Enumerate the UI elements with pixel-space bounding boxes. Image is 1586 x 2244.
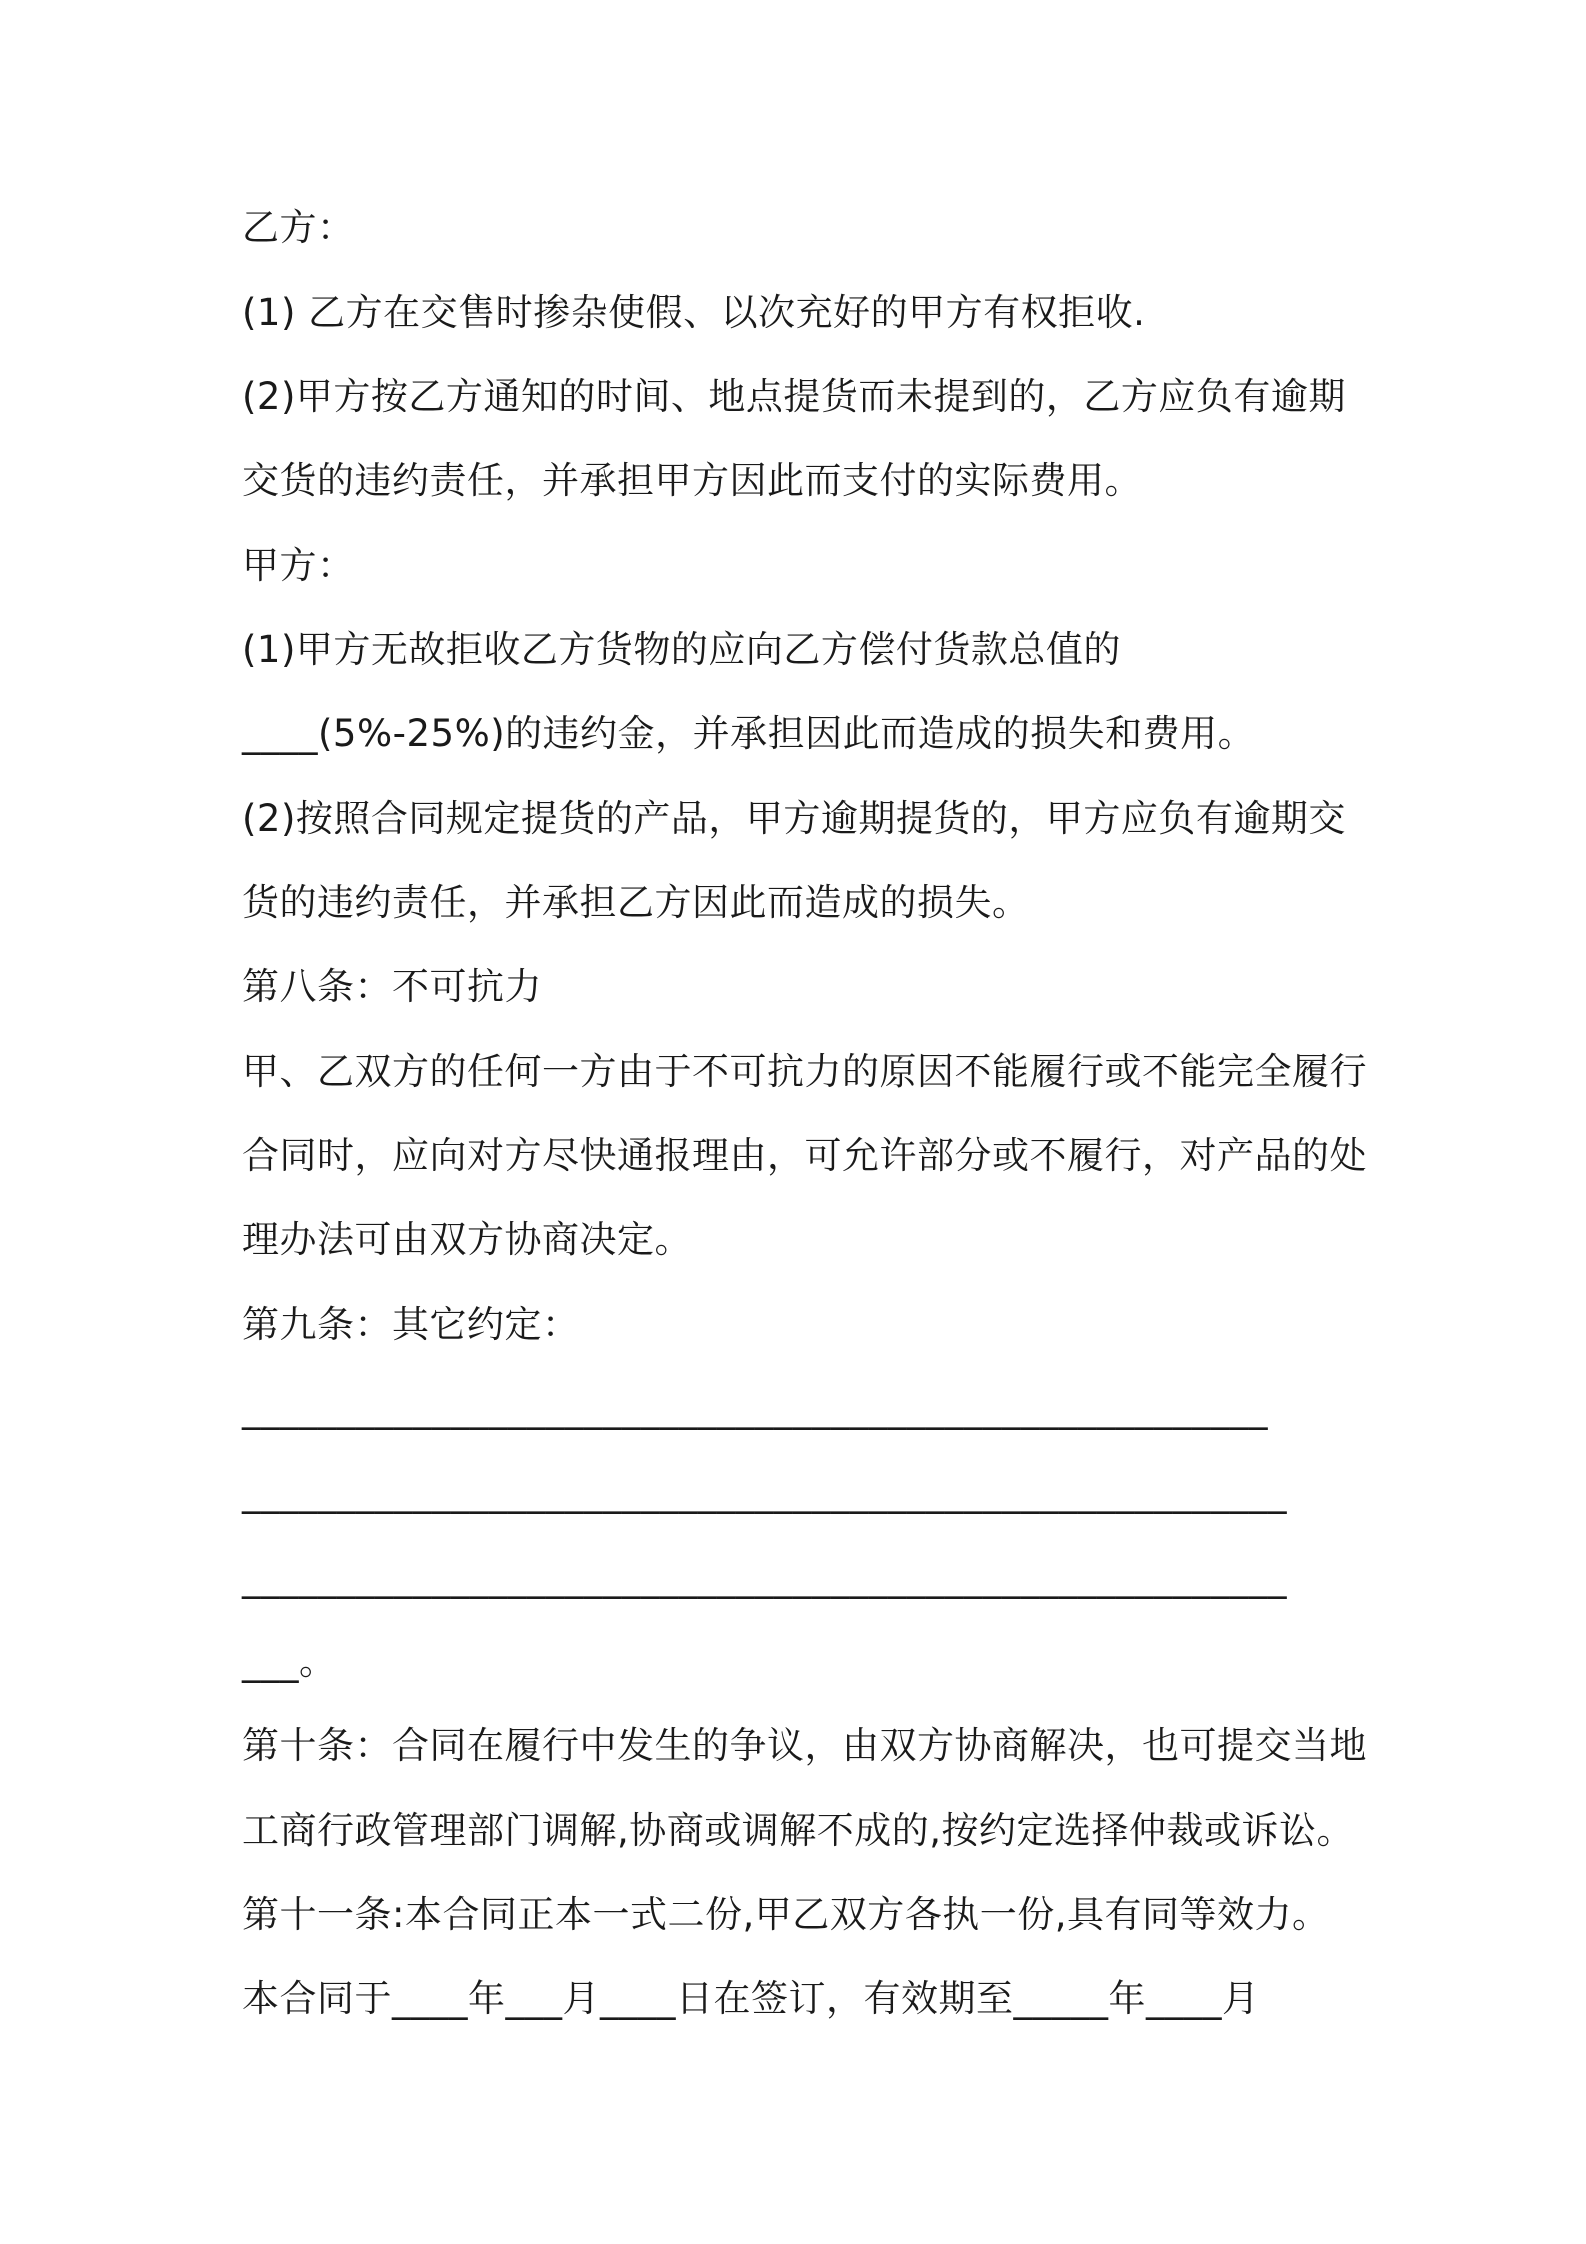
article-8-body-line-1: 甲、乙双方的任何一方由于不可抗力的原因不能履行或不能完全履行 [242,1050,1367,1093]
signing-date-line: 本合同于____年___月____日在签订，有效期至_____年____月 [242,1977,1260,2020]
article-10-line-2: 工商行政管理部门调解,协商或调解不成的,按约定选择仲裁或诉讼。 [242,1809,1355,1852]
article-8-body-line-2: 合同时，应向对方尽快通报理由，可允许部分或不履行，对产品的处 [242,1134,1367,1177]
blank-line-2: _______________________________________________________ [242,1471,1287,1514]
blank-line-3: _______________________________________________________ [242,1556,1287,1599]
blank-line-1: ______________________________________________________ [242,1387,1268,1430]
article-9-heading: 第九条：其它约定： [242,1303,580,1346]
article-10-line-1: 第十条：合同在履行中发生的争议，由双方协商解决，也可提交当地 [242,1724,1367,1767]
party-a-clause-1-line-1: (1)甲方无故拒收乙方货物的应向乙方偿付货款总值的 [242,628,1121,671]
party-b-clause-2-line-1: (2)甲方按乙方通知的时间、地点提货而未提到的，乙方应负有逾期 [242,375,1346,418]
article-8-body-line-3: 理办法可由双方协商决定。 [242,1218,692,1261]
party-a-heading: 甲方： [242,544,355,587]
party-a-clause-2-line-1: (2)按照合同规定提货的产品，甲方逾期提货的，甲方应负有逾期交 [242,797,1346,840]
party-a-clause-1-line-2: ____(5%-25%)的违约金，并承担因此而造成的损失和费用。 [242,712,1256,755]
party-b-clause-1: (1) 乙方在交售时掺杂使假、以次充好的甲方有权拒收. [242,291,1146,334]
party-b-heading: 乙方： [242,206,355,249]
party-a-clause-2-line-2: 货的违约责任，并承担乙方因此而造成的损失。 [242,881,1030,924]
party-b-clause-2-line-2: 交货的违约责任，并承担甲方因此而支付的实际费用。 [242,459,1142,502]
article-8-heading: 第八条：不可抗力 [242,965,542,1008]
article-11: 第十一条:本合同正本一式二份,甲乙双方各执一份,具有同等效力。 [242,1893,1330,1936]
blank-line-4: ___。 [242,1640,337,1683]
